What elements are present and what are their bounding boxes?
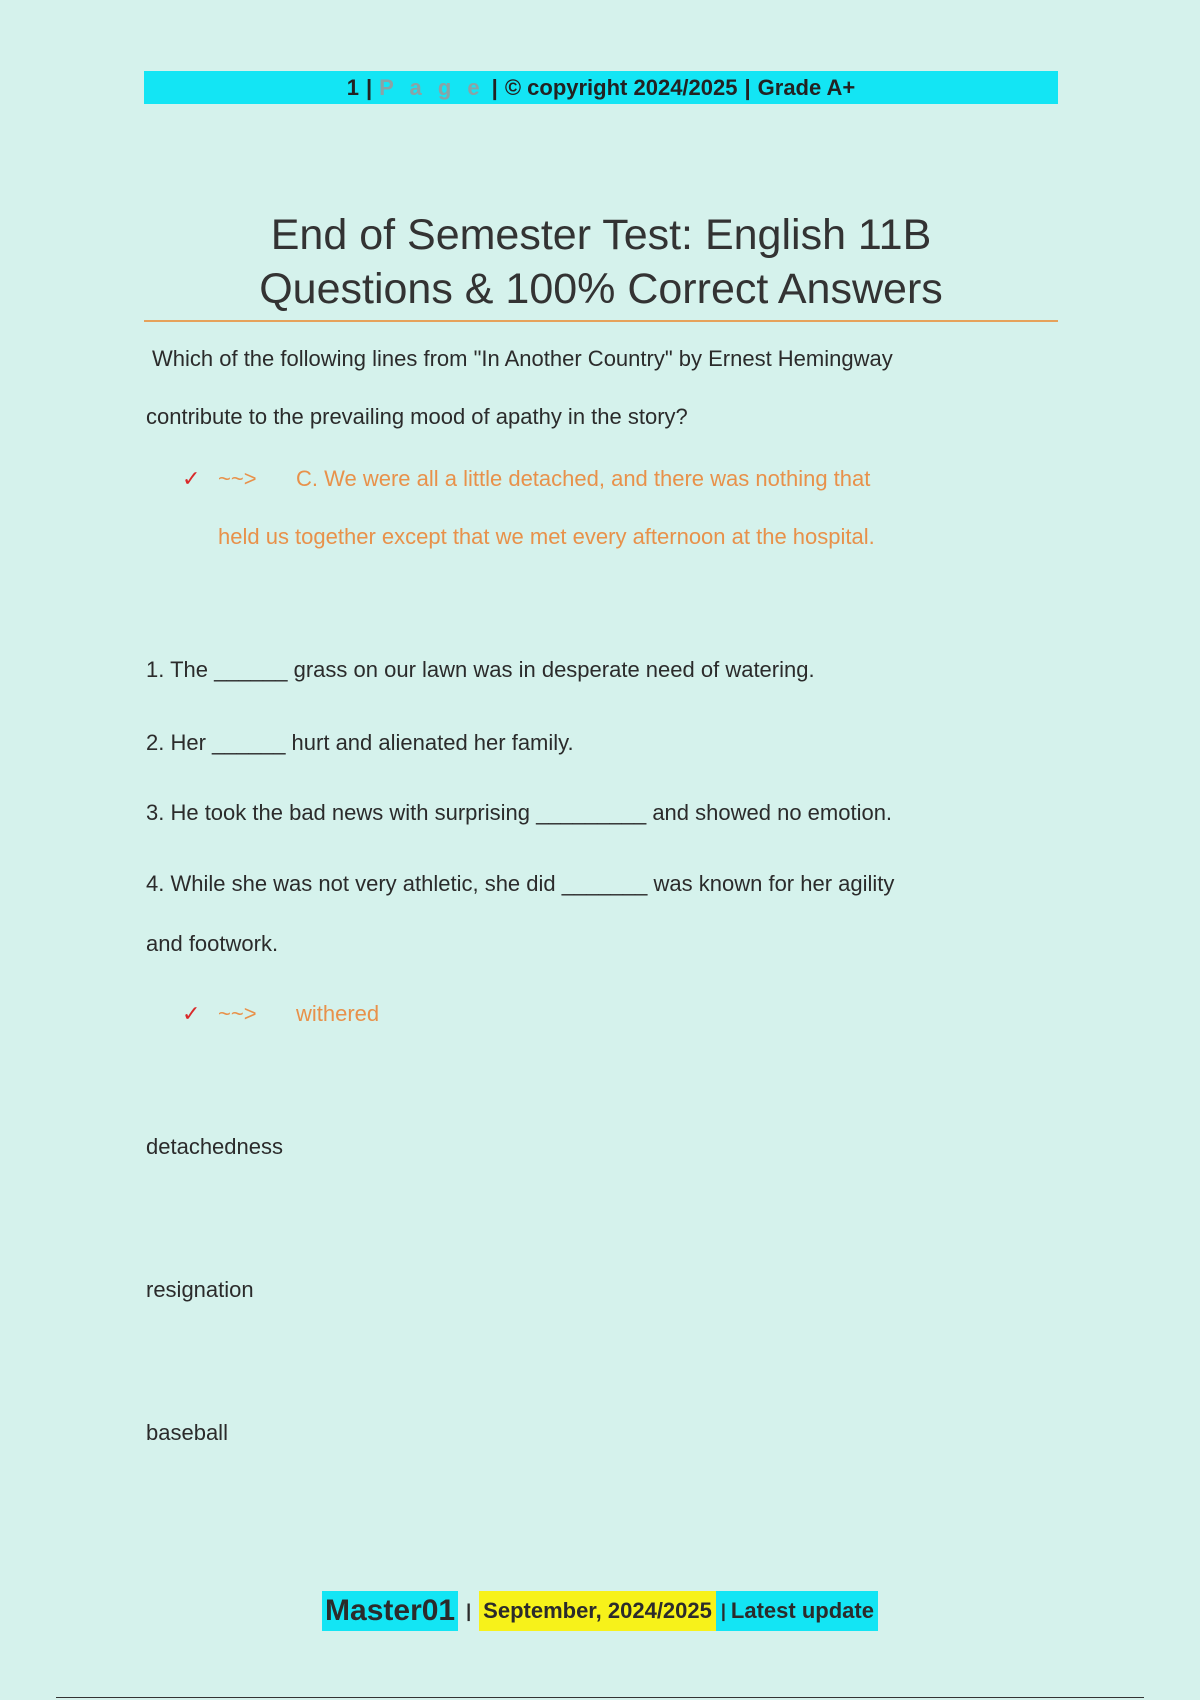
checkmark-icon: ✓	[182, 1001, 201, 1026]
arrow-icon: ~~>	[218, 1001, 257, 1026]
footer-update: Latest update	[731, 1591, 878, 1631]
footer-separator: |	[716, 1591, 731, 1631]
fill-in-sentence-3: 3. He took the bad news with surprising _________ and showed no emotion.	[146, 800, 893, 825]
checkmark-icon: ✓	[182, 466, 201, 491]
fill-in-sentence-1: 1. The ______ grass on our lawn was in desperate need of watering.	[146, 657, 815, 682]
answer-line-2: held us together except that we met every afternoon at the hospital.	[218, 524, 875, 549]
page-footer	[0, 1591, 1200, 1631]
title-line-1: End of Semester Test: English 11B	[270, 211, 932, 259]
question-line-1: Which of the following lines from "In Another Country" by Ernest Hemingway	[152, 346, 893, 371]
question-line-2: contribute to the prevailing mood of apathy in the story?	[146, 404, 688, 429]
footer-date: September, 2024/2025	[479, 1591, 716, 1631]
answer-block-1	[182, 450, 1062, 566]
copyright-text: © copyright 2024/2025	[504, 74, 738, 100]
arrow-icon: ~~>	[218, 466, 257, 491]
title-line-2: Questions & 100% Correct Answers	[259, 265, 943, 313]
bottom-divider	[56, 1697, 1144, 1698]
page-number: 1	[346, 74, 359, 100]
question-text	[146, 330, 1066, 446]
footer-author: Master01	[322, 1591, 458, 1631]
document-title	[144, 208, 1058, 316]
answer-text: withered	[296, 1001, 380, 1026]
fill-in-sentence-4-cont: and footwork.	[146, 931, 279, 956]
fill-in-sentence-4: 4. While she was not very athletic, she did _______ was known for her agility	[146, 871, 895, 896]
header-separator: |	[744, 74, 751, 100]
title-divider	[144, 320, 1058, 322]
answer-block-2	[182, 985, 1062, 1043]
header-separator: |	[491, 74, 498, 100]
footer-separator: |	[458, 1591, 479, 1631]
page-label: P a g e	[379, 74, 485, 100]
fill-in-sentence-2: 2. Her ______ hurt and alienated her family.	[146, 730, 574, 755]
header-separator: |	[365, 74, 373, 100]
grade-text: Grade A+	[757, 74, 856, 100]
answer-line-1: C. We were all a little detached, and there was nothing that	[296, 466, 871, 491]
answer-word-3: baseball	[146, 1420, 228, 1445]
answer-word-1: detachedness	[146, 1134, 283, 1159]
answer-word-2: resignation	[146, 1277, 254, 1302]
page-header	[144, 71, 1058, 104]
